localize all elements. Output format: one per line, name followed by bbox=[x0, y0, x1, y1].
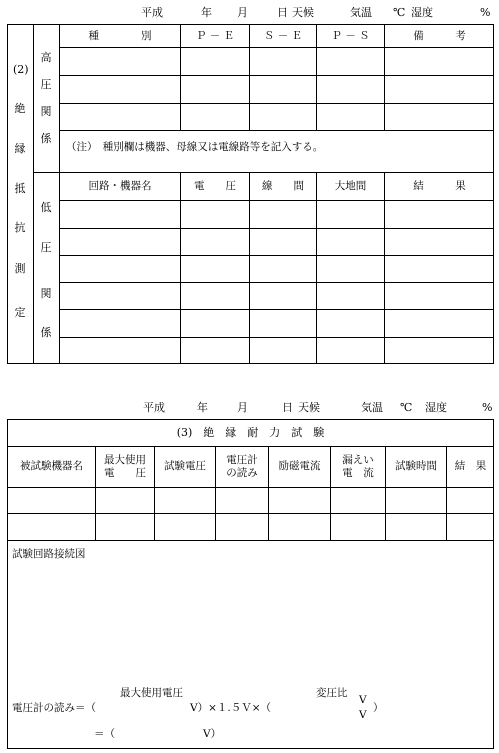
header-result: 結 果 bbox=[413, 180, 466, 192]
header-leakage-top: 漏えい bbox=[342, 454, 374, 466]
section2-number: (2) bbox=[13, 63, 29, 76]
header-type: 種 別 bbox=[88, 30, 152, 42]
formula-ratio-v-top: V bbox=[359, 694, 367, 706]
header-result-3: 結 果 bbox=[454, 460, 487, 472]
day-label-2: 日 bbox=[282, 401, 293, 414]
header-leakage-bottom: 電 流 bbox=[342, 467, 374, 479]
header-meter-reading-top: 電圧計 bbox=[226, 454, 258, 466]
test-circuit-diagram-label: 試験回路接続図 bbox=[12, 548, 86, 560]
year-label: 年 bbox=[201, 6, 212, 19]
formula-multiplier: V）×１.５Ｖ×（ bbox=[190, 702, 272, 714]
header-s-e: Ｓ － Ｅ bbox=[263, 30, 303, 42]
day-label: 日 bbox=[277, 6, 288, 19]
temperature-label: 気温 bbox=[350, 6, 372, 19]
header-device-under-test: 被試験機器名 bbox=[20, 460, 83, 472]
humidity-label-2: 湿度 bbox=[425, 401, 447, 414]
humidity-label: 湿度 bbox=[411, 6, 433, 19]
weather-label: 天候 bbox=[292, 6, 314, 19]
celsius-label-2: ℃ bbox=[400, 401, 413, 414]
formula-ratio-v-bottom: V bbox=[359, 709, 367, 721]
weather-label-2: 天候 bbox=[298, 401, 320, 414]
section3-title: (3) 絶 縁 耐 力 試 験 bbox=[176, 426, 325, 439]
heisei-label: 平成 bbox=[141, 6, 163, 19]
header-p-e: Ｐ － Ｅ bbox=[195, 30, 235, 42]
formula-label: 電圧計の読み＝（ bbox=[12, 702, 96, 714]
header-test-time: 試験時間 bbox=[395, 460, 437, 472]
formula-close-paren: ） bbox=[373, 702, 384, 714]
formula-line2-open: ＝（ bbox=[94, 728, 115, 740]
header-max-voltage-bottom: 電 圧 bbox=[104, 467, 146, 479]
month-label-2: 月 bbox=[237, 401, 248, 414]
percent-label-2: % bbox=[482, 401, 493, 414]
percent-label: % bbox=[480, 6, 491, 19]
formula-line2-close: V） bbox=[203, 728, 222, 740]
header-p-s: Ｐ － Ｓ bbox=[331, 30, 370, 42]
header-voltage: 電 圧 bbox=[194, 180, 236, 192]
header-exciting-current: 励磁電流 bbox=[278, 460, 321, 472]
high-voltage-note: （注） 種別欄は機器、母線又は電線路等を記入する。 bbox=[66, 141, 324, 153]
celsius-label: ℃ bbox=[393, 6, 406, 19]
header-to-ground: 大地間 bbox=[334, 180, 367, 192]
temperature-label-2: 気温 bbox=[361, 401, 383, 414]
header-meter-reading-bottom: の読み bbox=[226, 467, 258, 479]
year-label-2: 年 bbox=[197, 401, 208, 414]
header-line-to-line: 線 間 bbox=[262, 180, 304, 192]
formula-max-use-voltage: 最大使用電圧 bbox=[120, 687, 183, 699]
heisei-label-2: 平成 bbox=[143, 401, 165, 414]
header-remarks: 備 考 bbox=[413, 30, 466, 42]
month-label: 月 bbox=[237, 6, 248, 19]
header-circuit-device: 回路・機器名 bbox=[88, 180, 152, 192]
header-test-voltage: 試験電圧 bbox=[164, 460, 206, 472]
formula-ratio-label: 変圧比 bbox=[316, 687, 348, 699]
header-max-voltage-top: 最大使用 bbox=[104, 454, 146, 466]
